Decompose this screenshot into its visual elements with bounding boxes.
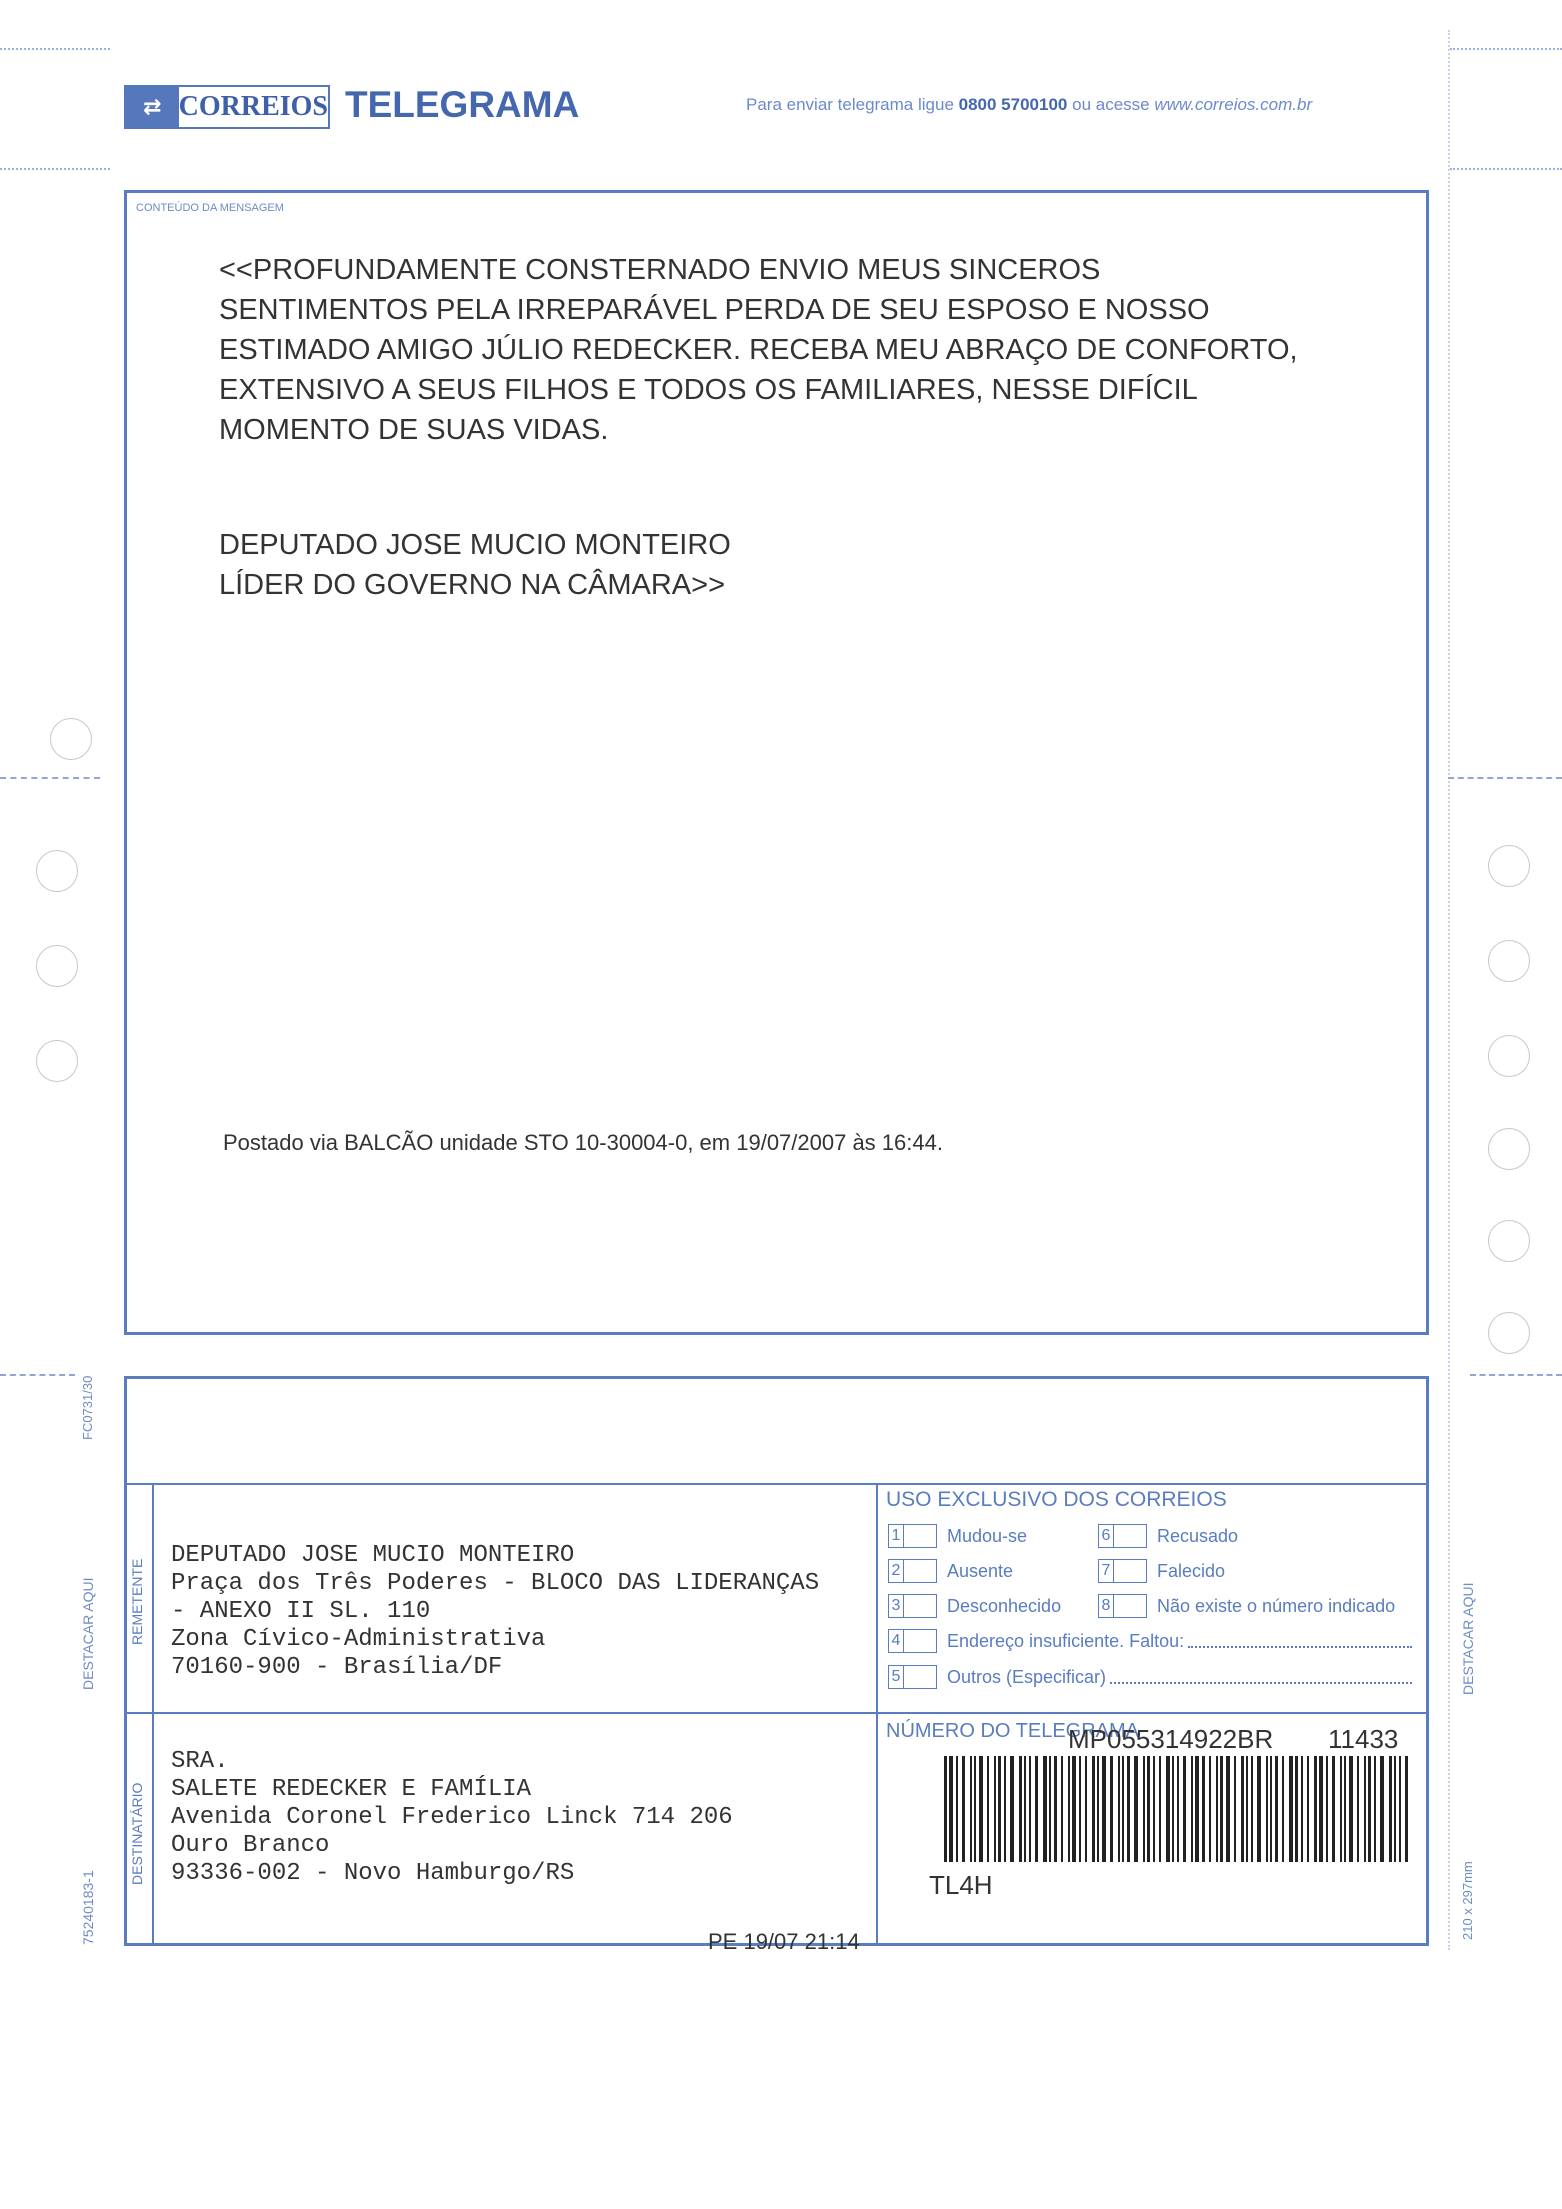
- sender-line: DEPUTADO JOSE MUCIO MONTEIRO: [171, 1542, 575, 1569]
- route-code: TL4H: [929, 1870, 993, 1900]
- binder-hole: [1488, 1035, 1530, 1077]
- barcode-bar: [1257, 1756, 1261, 1862]
- barcode-bar: [944, 1756, 947, 1862]
- barcode-bar: [1380, 1756, 1384, 1862]
- detach-here-left: DESTACAR AQUI: [80, 1577, 96, 1690]
- sender-line: Praça dos Três Poderes - BLOCO DAS LIDERANÇAS: [171, 1570, 820, 1597]
- checkbox-ausente[interactable]: 2 Ausente: [888, 1559, 1013, 1583]
- tear-line-right-upper: [1448, 777, 1562, 779]
- tagline-prefix: Para enviar telegrama ligue: [746, 95, 954, 114]
- barcode-bar: [1209, 1756, 1211, 1862]
- checkbox-nao-existe-numero[interactable]: 8 Não existe o número indicado: [1098, 1594, 1395, 1618]
- barcode-bar: [949, 1756, 953, 1862]
- barcode-bar: [979, 1756, 983, 1862]
- message-body: [219, 250, 1419, 450]
- barcode-bar: [1068, 1756, 1070, 1862]
- barcode-bar: [1092, 1756, 1095, 1862]
- barcode-bar: [1270, 1756, 1272, 1862]
- perforation-right-edge: [1448, 30, 1450, 1950]
- binder-hole: [36, 850, 78, 892]
- barcode-bar: [1246, 1756, 1248, 1862]
- checkbox-mudou-se[interactable]: 1 Mudou-se: [888, 1524, 1027, 1548]
- tear-line-left-lower: [0, 1374, 75, 1376]
- perforation-upper-right: [1450, 168, 1562, 170]
- barcode-bar: [1004, 1756, 1006, 1862]
- recipient-line: SALETE REDECKER E FAMÍLIA: [171, 1776, 532, 1803]
- barcode-bar: [1340, 1756, 1342, 1862]
- barcode-bar: [1024, 1756, 1026, 1862]
- tear-line-right-lower: [1470, 1374, 1562, 1376]
- barcode-bar: [1191, 1756, 1193, 1862]
- barcode-bar: [1043, 1756, 1047, 1862]
- panel-divider-top: [124, 1483, 1429, 1485]
- barcode: [944, 1756, 1412, 1862]
- barcode-bar: [1314, 1756, 1317, 1862]
- logo-text: CORREIOS: [178, 91, 328, 122]
- panel-column-divider: [876, 1483, 878, 1945]
- message-label: CONTEÚDO DA MENSAGEM: [136, 202, 284, 214]
- paper-size: 210 x 297mm: [1460, 1861, 1475, 1940]
- recipient-line: SRA.: [171, 1748, 229, 1775]
- barcode-bar: [1122, 1756, 1124, 1862]
- signature-line: DEPUTADO JOSE MUCIO MONTEIRO: [219, 529, 731, 561]
- binder-hole: [1488, 845, 1530, 887]
- perforation-top-left: [0, 48, 110, 50]
- barcode-bar: [1166, 1756, 1170, 1862]
- barcode-bar: [1289, 1756, 1293, 1862]
- barcode-bar: [1301, 1756, 1303, 1862]
- barcode-bar: [970, 1756, 972, 1862]
- tear-line-left-upper: [0, 777, 100, 779]
- barcode-bar: [1266, 1756, 1268, 1862]
- barcode-bar: [1159, 1756, 1161, 1862]
- barcode-bar: [1029, 1756, 1031, 1862]
- sender-line: Zona Cívico-Administrativa: [171, 1626, 546, 1653]
- detach-here-right: DESTACAR AQUI: [1460, 1582, 1476, 1695]
- barcode-bar: [1389, 1756, 1392, 1862]
- barcode-bar: [1319, 1756, 1323, 1862]
- sender-label: REMETENTE: [129, 1558, 145, 1645]
- binder-hole: [1488, 1312, 1530, 1354]
- barcode-bar: [1282, 1756, 1284, 1862]
- barcode-bar: [1326, 1756, 1328, 1862]
- panel-label-column: [152, 1483, 154, 1945]
- barcode-bar: [1134, 1756, 1138, 1862]
- barcode-bar: [1357, 1756, 1359, 1862]
- barcode-bar: [1226, 1756, 1230, 1862]
- checkbox-endereco-insuficiente[interactable]: 4 Endereço insuficiente. Faltou:: [888, 1629, 1412, 1653]
- correios-arrows-icon: ⇄: [126, 87, 179, 127]
- binder-hole: [1488, 1220, 1530, 1262]
- barcode-bar: [1183, 1756, 1186, 1862]
- binder-hole: [36, 1040, 78, 1082]
- barcode-bar: [1035, 1756, 1038, 1862]
- message-line: ESTIMADO AMIGO JÚLIO REDECKER. RECEBA MEU ABRAÇO DE CONFORTO,: [219, 334, 1298, 366]
- sender-line: 70160-900 - Brasília/DF: [171, 1654, 503, 1681]
- barcode-bar: [987, 1756, 989, 1862]
- barcode-bar: [962, 1756, 965, 1862]
- barcode-bar: [1177, 1756, 1179, 1862]
- barcode-bar: [994, 1756, 996, 1862]
- barcode-bar: [1010, 1756, 1014, 1862]
- barcode-bar: [1332, 1756, 1335, 1862]
- barcode-bar: [1364, 1756, 1366, 1862]
- perforation-top-right: [1450, 48, 1562, 50]
- barcode-bar: [1202, 1756, 1205, 1862]
- barcode-bar: [1220, 1756, 1223, 1862]
- form-code-top: FC0731/30: [80, 1375, 95, 1440]
- sender-address: [171, 1514, 819, 1710]
- barcode-bar: [1394, 1756, 1396, 1862]
- barcode-bar: [1147, 1756, 1150, 1862]
- recipient-address: [171, 1720, 733, 1916]
- barcode-bar: [1019, 1756, 1022, 1862]
- barcode-bar: [1085, 1756, 1087, 1862]
- barcode-bar: [1110, 1756, 1113, 1862]
- tagline-middle: ou acesse: [1072, 95, 1150, 114]
- sender-line: - ANEXO II SL. 110: [171, 1598, 431, 1625]
- checkbox-falecido[interactable]: 7 Falecido: [1098, 1559, 1225, 1583]
- barcode-bar: [1143, 1756, 1145, 1862]
- message-line: <<PROFUNDAMENTE CONSTERNADO ENVIO MEUS SINCEROS: [219, 254, 1101, 286]
- document-title: TELEGRAMA: [345, 84, 580, 125]
- barcode-bar: [1275, 1756, 1278, 1862]
- barcode-bar: [1097, 1756, 1099, 1862]
- binder-hole: [36, 945, 78, 987]
- barcode-bar: [1049, 1756, 1051, 1862]
- barcode-bar: [1127, 1756, 1130, 1862]
- panel-divider-middle: [124, 1712, 1429, 1714]
- barcode-bar: [1079, 1756, 1081, 1862]
- checkbox-desconhecido[interactable]: 3 Desconhecido: [888, 1594, 1061, 1618]
- checkbox-recusado[interactable]: 6 Recusado: [1098, 1524, 1238, 1548]
- barcode-bar: [1054, 1756, 1057, 1862]
- barcode-bar: [1234, 1756, 1236, 1862]
- barcode-bar: [1399, 1756, 1401, 1862]
- barcode-bar: [1251, 1756, 1253, 1862]
- message-signature: [219, 525, 731, 605]
- barcode-bar: [1241, 1756, 1244, 1862]
- barcode-bar: [1295, 1756, 1298, 1862]
- barcode-bar: [1118, 1756, 1120, 1862]
- barcode-bar: [1061, 1756, 1063, 1862]
- barcode-bar: [1307, 1756, 1309, 1862]
- binder-hole: [1488, 940, 1530, 982]
- barcode-bar: [1349, 1756, 1353, 1862]
- message-line: MOMENTO DE SUAS VIDAS.: [219, 414, 609, 446]
- telegram-number-label: NÚMERO DO TELEGRAMA: [886, 1720, 1139, 1742]
- barcode-bar: [1172, 1756, 1174, 1862]
- barcode-bar: [1368, 1756, 1371, 1862]
- correios-logo: [124, 85, 330, 129]
- delivery-stamp: PE 19/07 21:14: [708, 1929, 860, 1954]
- barcode-bar: [1153, 1756, 1155, 1862]
- perforation-upper-left: [0, 168, 110, 170]
- binder-hole: [1488, 1128, 1530, 1170]
- barcode-bar: [1195, 1756, 1199, 1862]
- barcode-bar: [974, 1756, 976, 1862]
- barcode-bar: [998, 1756, 1001, 1862]
- website: www.correios.com.br: [1154, 95, 1313, 114]
- barcode-bar: [1072, 1756, 1076, 1862]
- recipient-line: Ouro Branco: [171, 1832, 330, 1859]
- header-tagline: [746, 95, 1312, 115]
- message-line: EXTENSIVO A SEUS FILHOS E TODOS OS FAMILIARES, NESSE DIFÍCIL: [219, 374, 1198, 406]
- barcode-bar: [1102, 1756, 1106, 1862]
- phone-number: 0800 5700100: [958, 95, 1068, 114]
- barcode-bar: [1374, 1756, 1376, 1862]
- telegram-code: 11433: [1328, 1724, 1399, 1754]
- posted-info: Postado via BALCÃO unidade STO 10-30004-0, em 19/07/2007 às 16:44.: [223, 1130, 943, 1155]
- barcode-bar: [956, 1756, 958, 1862]
- barcode-bar: [1344, 1756, 1346, 1862]
- barcode-bar: [1216, 1756, 1218, 1862]
- barcode-bar: [1405, 1756, 1408, 1862]
- form-code-bottom: 75240183-1: [80, 1870, 96, 1945]
- postal-use-title: USO EXCLUSIVO DOS CORREIOS: [886, 1488, 1227, 1511]
- recipient-line: 93336-002 - Novo Hamburgo/RS: [171, 1860, 575, 1887]
- recipient-label: DESTINATÁRIO: [129, 1782, 145, 1885]
- signature-line: LÍDER DO GOVERNO NA CÂMARA>>: [219, 569, 726, 601]
- binder-hole: [50, 718, 92, 760]
- checkbox-outros[interactable]: 5 Outros (Especificar): [888, 1665, 1412, 1689]
- message-line: SENTIMENTOS PELA IRREPARÁVEL PERDA DE SEU ESPOSO E NOSSO: [219, 294, 1210, 326]
- recipient-line: Avenida Coronel Frederico Linck 714 206: [171, 1804, 733, 1831]
- tracking-number: MP055314922BR: [1068, 1724, 1274, 1754]
